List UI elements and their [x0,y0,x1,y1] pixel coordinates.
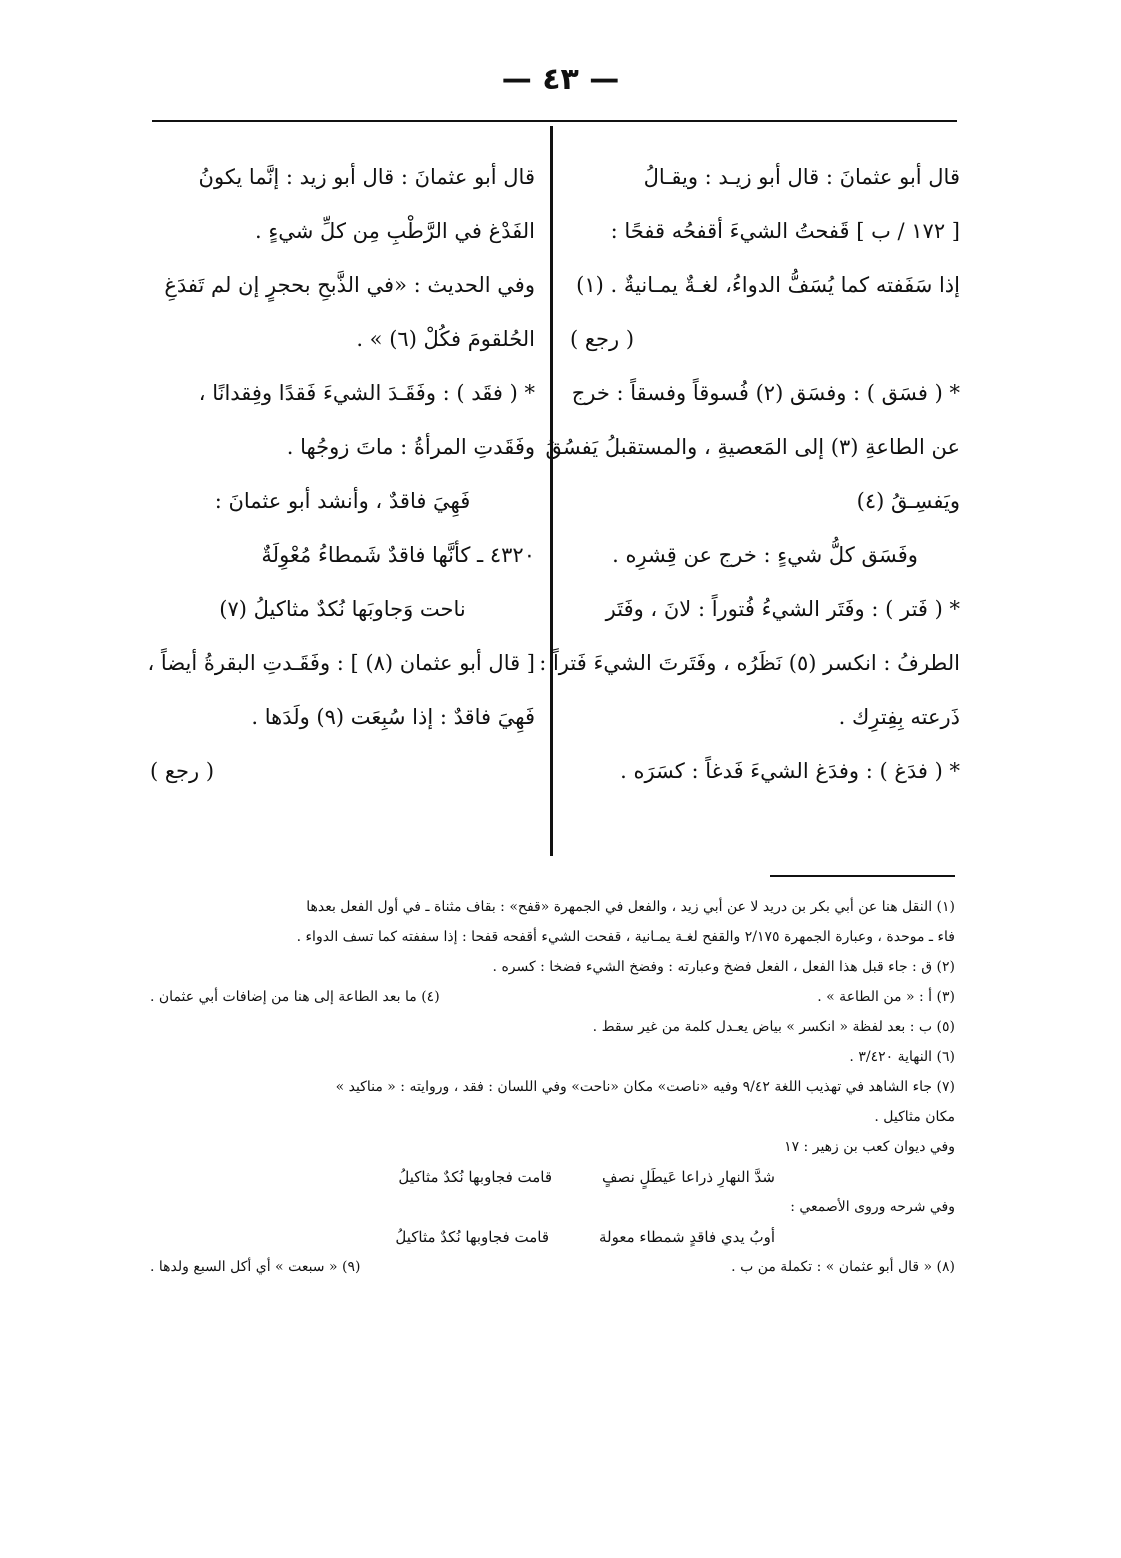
footnote-8: (٨) « قال أبو عثمان » : تكملة من ب . [731,1259,955,1275]
footnote-1-cont: فاء ـ موحدة ، وعبارة الجمهرة ٢/١٧٥ والقفح لغـة يمـانية ، قفحت الشيء أقفحه قفحا : إذا سففته كما تسف الدواء . [296,929,955,945]
footnote-7: (٧) جاء الشاهد في تهذيب اللغة ٩/٤٢ وفيه «ناصت» مكان «ناحت» وفي اللسان : فقد ، وروايته : « مناكيد » [335,1079,955,1095]
text-line: وفي الحديث : «في الذَّبحِ بحجرٍ إن لم تَفدَغِ [164,273,535,297]
footnote-verse-2 [150,1222,955,1252]
column-divider [550,126,553,856]
entry-heading-fatara: * ( فَتر ) : وفَتَر الشيءُ فُتوراً : لانَ ، وفَتَر [605,597,960,621]
verse-hemistich: قامت فجاوبها نُكدٌ مثاكيلُ [395,1228,550,1246]
footnote-6: (٦) النهاية ٣/٤٢٠ . [849,1049,955,1065]
footnote-7-cont: مكان مثاكيل . [874,1109,955,1125]
footnote-2: (٢) ق : جاء قبل هذا الفعل ، الفعل فضخ وعبارته : وفضخ الشيء فضخا : كسره . [492,959,955,975]
verse-hemistich: أوبُ يدي فاقدٍ شمطاء معولة [599,1228,775,1246]
text-line: [ ١٧٢ / ب ] قَفحتُ الشيءَ أقفحُه قفحًا : [610,219,960,243]
entry-heading-fasaqa: * ( فسَق ) : وفسَق (٢) فُسوقاً وفسقاً : خرج [571,381,960,405]
entry-heading-faqada: * ( فقَد ) : وفَقَـدَ الشيءَ فَقدًا وفِقدانًا ، [198,381,535,405]
footnote-5: (٥) ب : بعد لفظة « انكسر » بياض يعـدل كلمة من غير سقط . [592,1019,955,1035]
footnote-rule [770,875,955,877]
footnote-verse-1 [150,1162,955,1192]
footnote-9: (٩) « سبعت » أي أكل السبع ولدها . [150,1259,361,1275]
footnote-pair-3-4 [150,982,955,1012]
left-column [147,150,535,798]
footnote-7-source-2: وفي شرحه وروى الأصمعي : [790,1199,955,1215]
page-number: — ٤٣ — [501,62,620,97]
header-rule [152,120,957,122]
text-line: عن الطاعةِ (٣) إلى المَعصيةِ ، والمستقبلُ يَفسُقُ [545,435,960,459]
text-line: وفَقَدتِ المرأةُ : ماتَ زوجُها . [286,435,535,459]
text-line: فَهِيَ فاقدٌ : إذا سُبِعَت (٩) ولَدَها . [251,705,535,729]
section-marker: ( رجع ) [570,327,635,351]
footnote-3: (٣) أ : « من الطاعة » . [817,989,955,1005]
text-line: الفَدْغ في الرَّطْبِ مِن كلِّ شيءٍ . [255,219,535,243]
text-line: وفَسَق كلُّ شيءٍ : خرج عن قِشرِه . [612,543,918,567]
footnote-4: (٤) ما بعد الطاعة إلى هنا من إضافات أبي عثمان . [150,989,440,1005]
verse-line: ناحت وَجاوبَها نُكدٌ مثاكيلُ (٧) [219,597,466,621]
text-line: قال أبو عثمانَ : قال أبو زيد : إنَّما يكونُ [198,165,535,189]
text-line: الحُلقومَ فكُلْ (٦) » . [356,327,535,351]
entry-heading-fadagha: * ( فدَغ ) : وفدَغ الشيءَ فَدغاً : كسَرَه . [620,759,960,783]
text-line: قال أبو عثمانَ : قال أبو زيـد : ويقـالُ [643,165,960,189]
text-line: [ قال أبو عثمان (٨) ] : وفَقَـدتِ البقرةُ أيضاً ، [147,651,535,675]
footnote-1: (١) النقل هنا عن أبي بكر بن دريد لا عن أبي زيد ، والفعل في الجمهرة «قفح» : بقاف مثناة ـ في أول الفعل بعدها [306,899,955,915]
verse-hemistich: شدَّ النهارِ ذراعا عَيطَلٍ نصفٍ [602,1168,775,1186]
right-column [539,150,960,798]
verse-hemistich: قامت فجاوبها نُكدٌ مثاكيلُ [398,1168,553,1186]
text-line: إذا سَفَفته كما يُسَفُّ الدواءُ، لغـةٌ يمـانيةٌ . (١) [576,273,960,297]
footnote-7-source: وفي ديوان كعب بن زهير : ١٧ [784,1139,955,1155]
text-line: الطرفُ : انكسر (٥) نَظَرُه ، وفَتَرتَ الشيءَ فَتراً : [539,651,960,675]
text-line: ذَرعته بِفِترِك . [838,705,960,729]
text-line: فَهِيَ فاقدٌ ، وأنشد أبو عثمانَ : [214,489,471,513]
footnotes [150,892,955,1282]
verse-line: ٤٣٢٠ ـ كأنَّها فاقدٌ شَمطاءُ مُعْوِلَةٌ [261,543,535,567]
text-line: ويَفسِـقُ (٤) [856,489,960,513]
section-marker: ( رجع ) [150,759,215,783]
footnote-pair-8-9 [150,1252,955,1282]
